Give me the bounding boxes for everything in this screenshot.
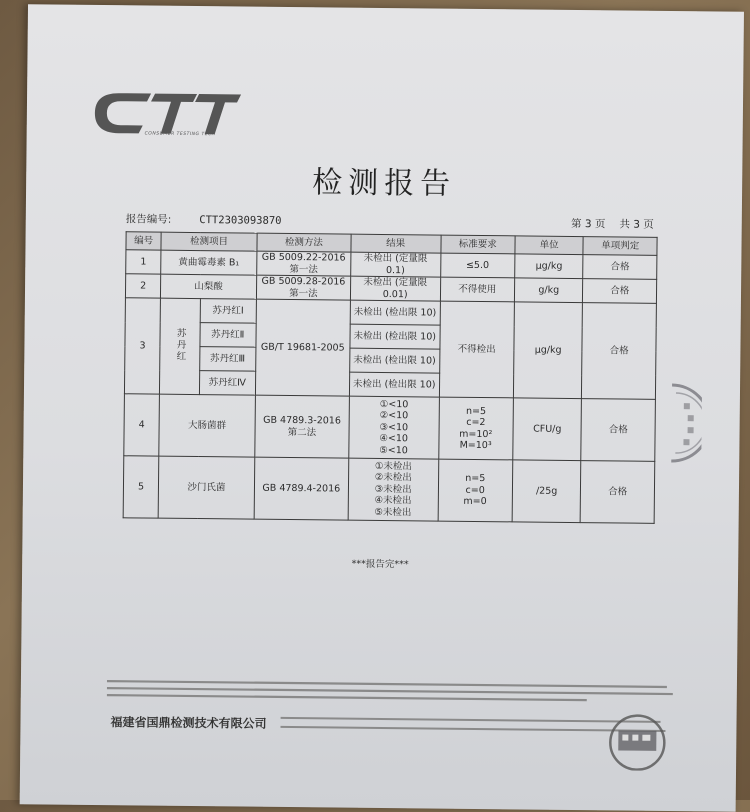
sample-result: ④<10 [379, 433, 409, 445]
req-line: c=0 [465, 484, 485, 496]
row-result: 未检出 (定量限 0.1) [351, 252, 441, 277]
col-header-unit: 单位 [515, 236, 584, 255]
req-line: n=5 [465, 473, 486, 485]
sub-item: 苏丹红Ⅰ [200, 299, 256, 324]
company-name: 福建省国鼎检测技术有限公司 [110, 715, 267, 731]
report-number-value: CTT2303093870 [199, 214, 282, 227]
sample-result: ③未检出 [374, 483, 412, 496]
report-title: 检测报告 [311, 165, 457, 202]
sub-item: 苏丹红Ⅳ [199, 371, 255, 396]
req-line: M=10³ [459, 439, 492, 452]
sample-result: ⑤<10 [379, 444, 408, 457]
req-line: n=5 [465, 405, 487, 417]
row-requirement: 不得检出 [439, 301, 514, 398]
req-line: c=2 [466, 416, 486, 429]
row-result [349, 396, 439, 459]
row-verdict: 合格 [583, 279, 657, 304]
results-table [123, 231, 658, 524]
sample-result: ①<10 [379, 398, 409, 411]
row-item: 山梨酸 [161, 274, 257, 299]
row-requirement [438, 397, 513, 460]
row-verdict: 合格 [582, 303, 657, 400]
col-header-no: 编号 [126, 232, 161, 250]
row-method: GB 4789.4-2016 [254, 457, 349, 520]
sample-result: ④未检出 [374, 495, 412, 507]
row-unit: g/kg [514, 278, 583, 303]
end-of-report: ***报告完*** [351, 558, 409, 571]
row-no: 4 [124, 394, 160, 456]
row-method: GB 4789.3-2016 第二法 [255, 395, 350, 458]
sample-result: ①未检出 [374, 460, 412, 473]
row-verdict: 合格 [581, 461, 655, 524]
row-unit: CFU/g [513, 398, 582, 461]
sub-result: 未检出 (检出限 10) [350, 348, 440, 373]
table-row [123, 456, 655, 524]
col-header-result: 结果 [351, 234, 441, 253]
page-total: 共 3 页 [619, 218, 654, 231]
col-header-verdict: 单项判定 [583, 237, 657, 256]
sub-item: 苏丹红Ⅱ [200, 323, 256, 348]
logo-tagline: CONSUMER TESTING TECH [144, 131, 216, 138]
req-line: m=0 [463, 496, 487, 508]
row-requirement: ≤5.0 [440, 253, 515, 278]
row-requirement: 不得使用 [440, 277, 515, 302]
row-no: 1 [126, 250, 161, 274]
sub-result: 未检出 (检出限 10) [349, 372, 439, 397]
row-unit: /25g [512, 460, 581, 523]
qr-seal-bottom [600, 710, 675, 771]
row-result: 未检出 (定量限 0.01) [350, 276, 440, 301]
col-header-item: 检测项目 [161, 232, 257, 251]
inspection-seal-partial [631, 383, 702, 464]
row-item: 黄曲霉毒素 B₁ [161, 250, 257, 275]
sample-result: ②未检出 [374, 472, 412, 484]
row-no: 2 [125, 274, 160, 298]
req-line: m=10² [459, 428, 493, 440]
page-indicator [557, 216, 654, 232]
row-requirement [438, 459, 513, 522]
sub-result: 未检出 (检出限 10) [350, 324, 440, 349]
row-verdict: 合格 [583, 255, 657, 280]
row-unit: μg/kg [513, 302, 583, 399]
sub-result: 未检出 (检出限 10) [350, 300, 440, 325]
col-header-requirement: 标准要求 [440, 235, 515, 254]
sub-item: 苏丹红Ⅲ [199, 347, 255, 372]
row-verdict: 合格 [581, 399, 655, 462]
row-no: 3 [124, 298, 160, 394]
row-item: 大肠菌群 [159, 394, 255, 457]
sample-result: ②<10 [379, 410, 409, 422]
row-item: 沙门氏菌 [158, 456, 254, 519]
row-method: GB 5009.28-2016 第一法 [256, 275, 350, 300]
sample-result: ③<10 [379, 421, 409, 434]
fine-print [107, 677, 679, 710]
col-header-method: 检测方法 [257, 233, 351, 252]
row-group [160, 298, 201, 394]
report-number [126, 211, 282, 228]
row-no: 5 [123, 456, 159, 518]
page-current: 第 3 页 [570, 217, 606, 231]
row-method: GB/T 19681-2005 [255, 299, 350, 396]
sample-result: ⑤未检出 [374, 506, 412, 519]
report-page [20, 4, 744, 811]
row-unit: μg/kg [515, 254, 584, 279]
group-label: 苏丹红 [174, 327, 186, 362]
table-row [124, 394, 656, 462]
report-number-label: 报告编号: [125, 213, 172, 226]
row-method: GB 5009.22-2016 第一法 [257, 251, 351, 276]
row-result [348, 458, 438, 521]
